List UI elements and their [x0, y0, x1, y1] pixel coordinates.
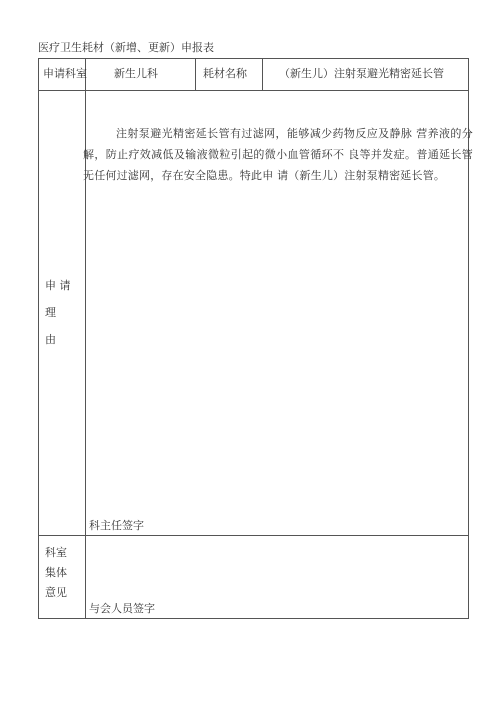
- reason-body-text: 注射泵避光精密延长管有过滤网，能够减少药物反应及静脉 营养液的分解，防止疗效减低及输液微粒引起的微小血管循环不 良等并发症。普通延长管无任何过滤网，存在安全隐患。特此申 请（新生儿）注射泵精密延长管。: [83, 127, 473, 182]
- opinion-label-line3: 意见: [45, 586, 67, 599]
- application-form-table: [38, 58, 473, 619]
- dept-label: 申请科室: [43, 67, 87, 80]
- reason-label-line3: 由: [45, 333, 56, 346]
- material-label: 耗材名称: [203, 67, 247, 80]
- material-value: （新生儿）注射泵避光精密延长管: [279, 67, 444, 80]
- attendees-signature-label: 与会人员签字: [89, 602, 155, 615]
- opinion-label-line1: 科室: [45, 546, 67, 559]
- opinion-label-line2: 集体: [45, 566, 67, 579]
- document-title: 医疗卫生耗材（新增、更新）申报表: [38, 41, 214, 54]
- dept-value: 新生儿科: [114, 67, 158, 80]
- opinion-label: [45, 546, 67, 600]
- col-divider-dept-value: [195, 59, 196, 90]
- director-signature-label: 科主任签字: [89, 519, 144, 532]
- reason-label-line2: 理: [45, 306, 56, 319]
- reason-label-line1: 申 请: [45, 279, 71, 292]
- reason-label: [45, 279, 71, 347]
- col-divider-material-label: [262, 59, 263, 90]
- row-divider-header: [39, 90, 468, 91]
- row-divider-reason: [39, 535, 468, 536]
